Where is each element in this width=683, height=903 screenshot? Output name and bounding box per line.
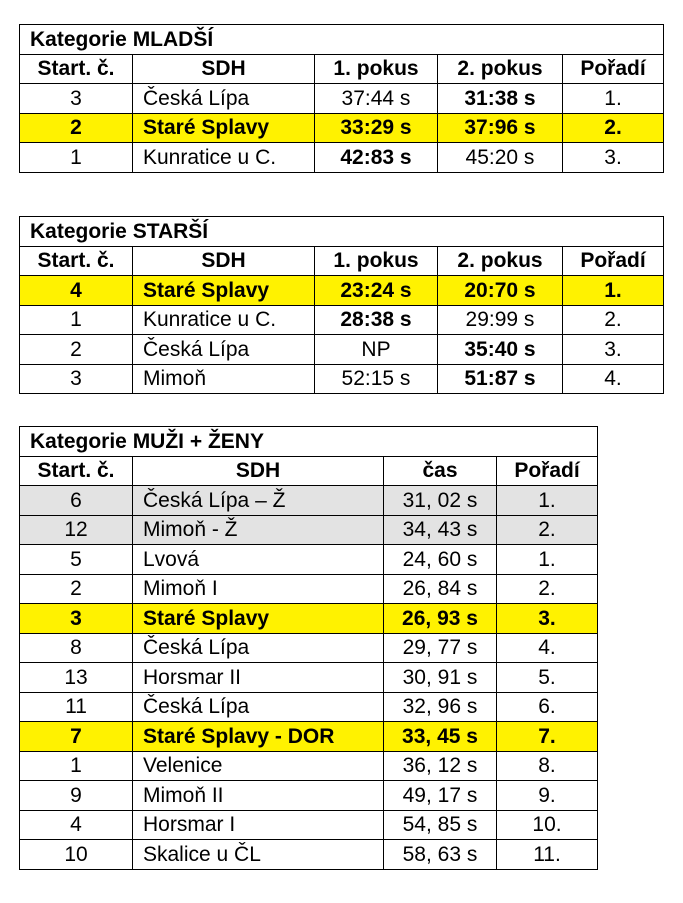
attempt-1-cell: NP xyxy=(315,335,438,365)
attempt-1-cell: 37:44 s xyxy=(315,84,438,114)
start-number-cell: 2 xyxy=(20,574,133,604)
time-cell: 31, 02 s xyxy=(384,486,497,516)
start-number-cell: 12 xyxy=(20,515,133,545)
rank-cell: 6. xyxy=(497,692,598,722)
column-header: Pořadí xyxy=(563,246,664,276)
attempt-1-cell: 28:38 s xyxy=(315,305,438,335)
rank-cell: 2. xyxy=(497,515,598,545)
start-number-cell: 11 xyxy=(20,692,133,722)
category-title: Kategorie MUŽI + ŽENY xyxy=(20,427,598,457)
rank-cell: 8. xyxy=(497,751,598,781)
sdh-team-cell: Horsmar I xyxy=(133,810,384,840)
start-number-cell: 6 xyxy=(20,486,133,516)
table-row xyxy=(20,545,598,575)
start-number-cell: 1 xyxy=(20,143,133,173)
rank-cell: 3. xyxy=(497,604,598,634)
sdh-team-cell: Skalice u ČL xyxy=(133,840,384,870)
table-row xyxy=(20,781,598,811)
start-number-cell: 13 xyxy=(20,663,133,693)
header-row xyxy=(20,456,598,486)
rank-cell: 1. xyxy=(497,486,598,516)
time-cell: 33, 45 s xyxy=(384,722,497,752)
table-row xyxy=(20,113,664,143)
attempt-2-cell: 35:40 s xyxy=(438,335,563,365)
rank-cell: 3. xyxy=(563,143,664,173)
rank-cell: 10. xyxy=(497,810,598,840)
category-title: Kategorie STARŠÍ xyxy=(20,217,664,247)
start-number-cell: 4 xyxy=(20,276,133,306)
table-row xyxy=(20,633,598,663)
sdh-team-cell: Staré Splavy - DOR xyxy=(133,722,384,752)
time-cell: 26, 84 s xyxy=(384,574,497,604)
time-cell: 36, 12 s xyxy=(384,751,497,781)
table-row xyxy=(20,722,598,752)
column-header: Pořadí xyxy=(563,54,664,84)
attempt-2-cell: 37:96 s xyxy=(438,113,563,143)
sdh-team-cell: Staré Splavy xyxy=(133,604,384,634)
time-cell: 49, 17 s xyxy=(384,781,497,811)
time-cell: 24, 60 s xyxy=(384,545,497,575)
attempt-1-cell: 42:83 s xyxy=(315,143,438,173)
sdh-team-cell: Mimoň xyxy=(133,364,315,394)
table-row xyxy=(20,810,598,840)
attempt-2-cell: 20:70 s xyxy=(438,276,563,306)
sdh-team-cell: Lvová xyxy=(133,545,384,575)
column-header: Pořadí xyxy=(497,456,598,486)
rank-cell: 2. xyxy=(563,113,664,143)
column-header: Start. č. xyxy=(20,456,133,486)
start-number-cell: 3 xyxy=(20,84,133,114)
column-header: 1. pokus xyxy=(315,246,438,276)
table-row xyxy=(20,364,664,394)
rank-cell: 7. xyxy=(497,722,598,752)
sdh-team-cell: Staré Splavy xyxy=(133,113,315,143)
time-cell: 34, 43 s xyxy=(384,515,497,545)
table-row xyxy=(20,604,598,634)
column-header: SDH xyxy=(133,456,384,486)
attempt-2-cell: 31:38 s xyxy=(438,84,563,114)
sdh-team-cell: Velenice xyxy=(133,751,384,781)
start-number-cell: 9 xyxy=(20,781,133,811)
table-row xyxy=(20,305,664,335)
start-number-cell: 4 xyxy=(20,810,133,840)
table-row xyxy=(20,486,598,516)
sdh-team-cell: Česká Lípa xyxy=(133,633,384,663)
sdh-team-cell: Česká Lípa xyxy=(133,692,384,722)
time-cell: 26, 93 s xyxy=(384,604,497,634)
table-row xyxy=(20,751,598,781)
time-cell: 54, 85 s xyxy=(384,810,497,840)
sdh-team-cell: Mimoň I xyxy=(133,574,384,604)
category-title: Kategorie MLADŠÍ xyxy=(20,25,664,55)
rank-cell: 3. xyxy=(563,335,664,365)
start-number-cell: 3 xyxy=(20,604,133,634)
column-header: čas xyxy=(384,456,497,486)
time-cell: 30, 91 s xyxy=(384,663,497,693)
table-row xyxy=(20,335,664,365)
sdh-team-cell: Česká Lípa – Ž xyxy=(133,486,384,516)
table-muzi-zeny xyxy=(19,426,598,870)
column-header: 1. pokus xyxy=(315,54,438,84)
attempt-1-cell: 33:29 s xyxy=(315,113,438,143)
rank-cell: 2. xyxy=(563,305,664,335)
time-cell: 29, 77 s xyxy=(384,633,497,663)
header-row xyxy=(20,54,664,84)
rank-cell: 5. xyxy=(497,663,598,693)
sdh-team-cell: Mimoň II xyxy=(133,781,384,811)
rank-cell: 1. xyxy=(497,545,598,575)
rank-cell: 11. xyxy=(497,840,598,870)
table-row xyxy=(20,663,598,693)
rank-cell: 1. xyxy=(563,276,664,306)
start-number-cell: 1 xyxy=(20,751,133,781)
start-number-cell: 2 xyxy=(20,335,133,365)
attempt-2-cell: 45:20 s xyxy=(438,143,563,173)
table-starsi xyxy=(19,216,664,394)
start-number-cell: 10 xyxy=(20,840,133,870)
sdh-team-cell: Mimoň - Ž xyxy=(133,515,384,545)
table-row xyxy=(20,574,598,604)
attempt-2-cell: 51:87 s xyxy=(438,364,563,394)
attempt-1-cell: 23:24 s xyxy=(315,276,438,306)
rank-cell: 4. xyxy=(497,633,598,663)
column-header: 2. pokus xyxy=(438,54,563,84)
rank-cell: 1. xyxy=(563,84,664,114)
table-mladsi xyxy=(19,24,664,173)
table-row xyxy=(20,515,598,545)
start-number-cell: 1 xyxy=(20,305,133,335)
sdh-team-cell: Kunratice u C. xyxy=(133,143,315,173)
start-number-cell: 5 xyxy=(20,545,133,575)
start-number-cell: 7 xyxy=(20,722,133,752)
table-row xyxy=(20,84,664,114)
attempt-2-cell: 29:99 s xyxy=(438,305,563,335)
column-header: Start. č. xyxy=(20,246,133,276)
start-number-cell: 8 xyxy=(20,633,133,663)
rank-cell: 4. xyxy=(563,364,664,394)
sdh-team-cell: Česká Lípa xyxy=(133,335,315,365)
start-number-cell: 3 xyxy=(20,364,133,394)
attempt-1-cell: 52:15 s xyxy=(315,364,438,394)
sdh-team-cell: Staré Splavy xyxy=(133,276,315,306)
column-header: Start. č. xyxy=(20,54,133,84)
column-header: 2. pokus xyxy=(438,246,563,276)
time-cell: 32, 96 s xyxy=(384,692,497,722)
table-row xyxy=(20,276,664,306)
sdh-team-cell: Česká Lípa xyxy=(133,84,315,114)
time-cell: 58, 63 s xyxy=(384,840,497,870)
table-row xyxy=(20,143,664,173)
start-number-cell: 2 xyxy=(20,113,133,143)
table-row xyxy=(20,692,598,722)
sdh-team-cell: Kunratice u C. xyxy=(133,305,315,335)
column-header: SDH xyxy=(133,246,315,276)
header-row xyxy=(20,246,664,276)
rank-cell: 2. xyxy=(497,574,598,604)
rank-cell: 9. xyxy=(497,781,598,811)
table-row xyxy=(20,840,598,870)
sdh-team-cell: Horsmar II xyxy=(133,663,384,693)
column-header: SDH xyxy=(133,54,315,84)
